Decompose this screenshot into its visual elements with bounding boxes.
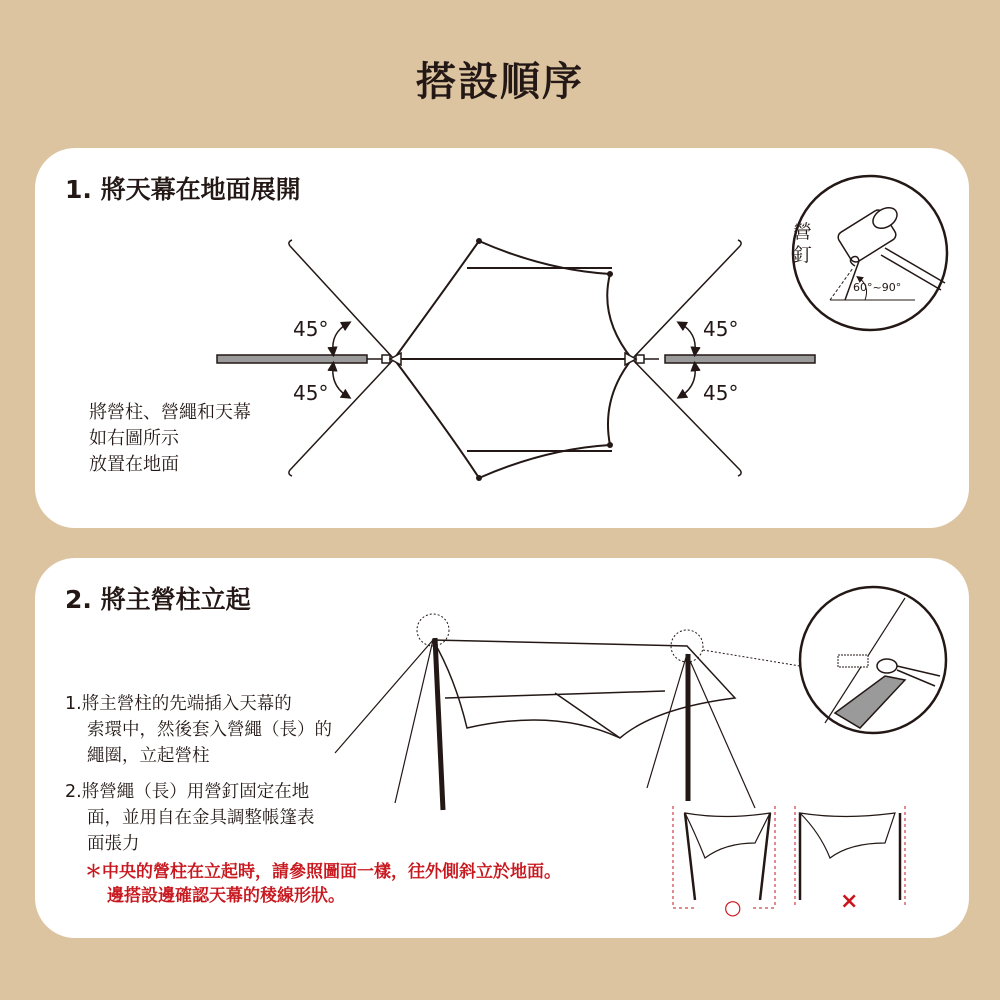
step1-desc-line: 放置在地面 [89, 454, 179, 475]
step1-card [35, 148, 969, 528]
main-pole [435, 638, 443, 810]
step1-desc-line: 如右圖所示 [89, 428, 179, 449]
instruction-text: 將主營柱的先端插入天幕的 [81, 694, 292, 714]
guy-ropes [335, 640, 755, 808]
caution-note-line: 邊搭設邊確認天幕的稜線形狀。 [107, 886, 345, 906]
stake-label: 營 [793, 221, 813, 243]
stake-label: 釘 [793, 244, 813, 266]
step2-card [35, 558, 969, 938]
angle-label: 45° [293, 317, 329, 341]
grommet-zoom-inset [800, 587, 946, 733]
instruction-number: 2. [65, 782, 82, 802]
instruction-number: 1. [65, 694, 82, 714]
angle-label: 45° [293, 381, 329, 405]
stake-angle-range: 60°~90° [853, 281, 902, 294]
instruction-line: 面，並用自在金具調整帳篷表 [87, 808, 315, 828]
angle-label: 45° [703, 381, 739, 405]
step1-title: 1. 將天幕在地面展開 [65, 175, 301, 204]
step2-title: 2. 將主營柱立起 [65, 585, 251, 614]
step1-desc-line: 將營柱、營繩和天幕 [89, 402, 251, 423]
tarp-outline [394, 241, 632, 478]
wrong-mark: × [840, 889, 859, 914]
angle-label: 45° [703, 317, 739, 341]
correct-mark: ○ [724, 895, 742, 919]
wrong-example [795, 806, 905, 914]
pole-raise-diagram [35, 558, 969, 938]
stake-inset [793, 176, 947, 330]
instruction-line: 面張力 [87, 834, 140, 854]
tarp-layout-diagram [35, 148, 969, 528]
instruction-text: 將營繩（長）用營釘固定在地 [81, 782, 310, 802]
page-title: 搭設順序 [416, 59, 584, 105]
correct-example [673, 806, 775, 919]
instruction-line: 索環中，然後套入營繩（長）的 [87, 720, 332, 740]
instruction-line: 繩圈，立起營柱 [87, 746, 210, 766]
caution-note-line: ＊中央的營柱在立起時，請參照圖面一樣，往外側斜立於地面。 [85, 862, 561, 882]
